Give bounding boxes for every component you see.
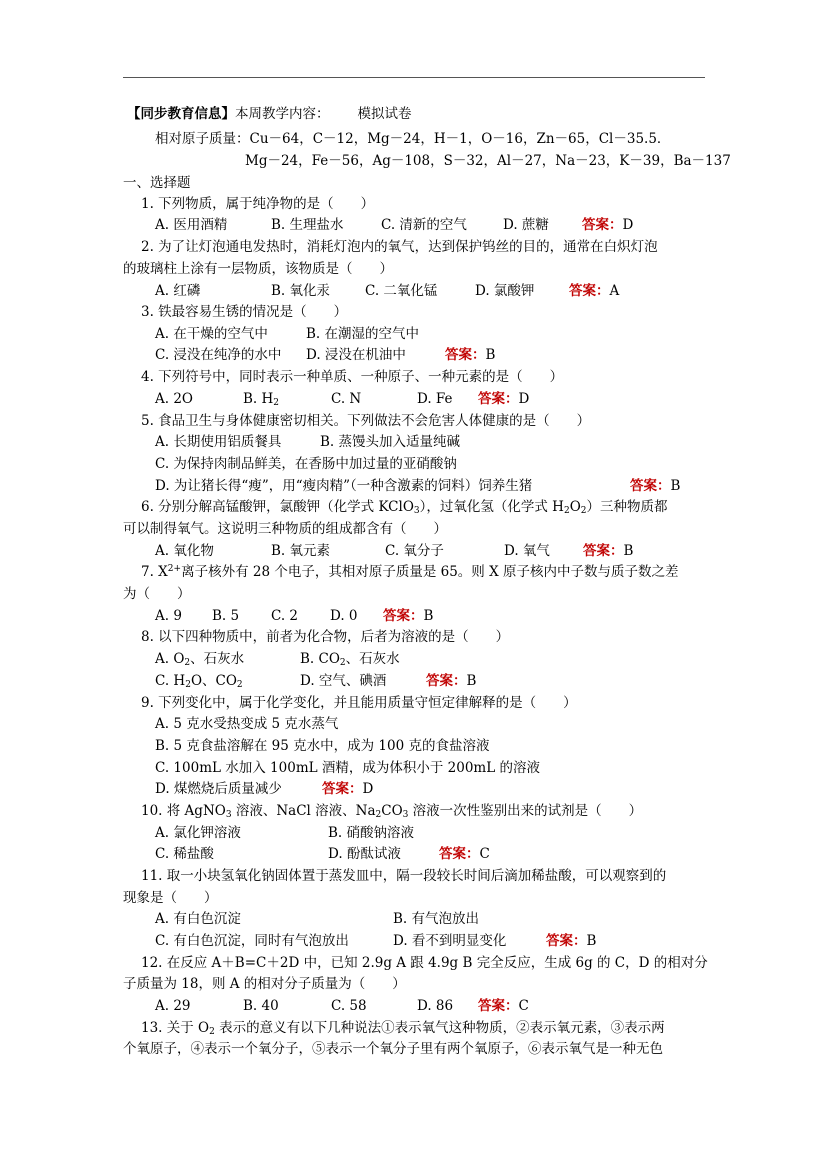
q12-option-c: C. 58 [331, 998, 367, 1014]
q3-options-row1 [155, 325, 705, 343]
q5-stem: 5. 食品卫生与身体健康密切相关。下列做法不会危害人体健康的是（ ） [141, 413, 591, 429]
q4-options [155, 390, 705, 408]
q7-option-c: C. 2 [271, 608, 299, 624]
q10-option-c: C. 稀盐酸 [155, 846, 214, 862]
q2-option-d: D. 氯酸钾 [475, 283, 535, 299]
q10-stem: 10. 将 AgNO$_3$ 溶液、NaCl 溶液、$Na_2CO_3$ 溶液一次性鉴别出来的试剂是（ ） [141, 803, 643, 820]
q4-option-d: D. Fe [417, 391, 453, 407]
q12-options [155, 997, 705, 1015]
q3-option-c: C. 浸没在纯净的水中 [155, 347, 282, 363]
q11-option-a: A. 有白色沉淀 [155, 911, 241, 927]
brand-label: 【同步教育信息】 [127, 106, 235, 122]
q1-option-c: C. 清新的空气 [381, 217, 467, 233]
q12-option-d: D. 86 [417, 998, 454, 1014]
q6-answer: 答案：B [583, 543, 634, 559]
q3-option-a: A. 在干燥的空气中 [155, 326, 268, 342]
q8-option-b: B. $CO_2$、石灰水 [300, 651, 400, 668]
q7-option-b: B. 5 [212, 608, 240, 624]
q9-option-d: D. 煤燃烧后质量减少 [155, 781, 282, 797]
header-line [127, 105, 412, 123]
q8-stem: 8. 以下四种物质中，前者为化合物，后者为溶液的是（ ） [141, 629, 510, 645]
q12-stem-1: 12. 在反应 A＋B=C＋2D 中，已知 2.9g A 跟 4.9g B 完全反应，生成 6g 的 C，D 的相对分 [141, 955, 708, 971]
q11-answer: 答案：B [546, 933, 597, 949]
q9-answer: 答案：D [322, 781, 374, 797]
q5-options-row3 [155, 477, 705, 495]
q3-option-d: D. 浸没在机油中 [306, 347, 406, 363]
q5-option-b: B. 蒸馒头加入适量纯碱 [320, 434, 461, 450]
q1-option-a: A. 医用酒精 [155, 217, 228, 233]
q11-stem-2: 现象是（ ） [123, 890, 218, 906]
q11-options-row1 [155, 910, 705, 928]
q2-option-c: C. 二氧化锰 [365, 283, 438, 299]
q5-answer: 答案：B [630, 478, 681, 494]
q4-option-c: C. N [331, 391, 362, 407]
q7-answer: 答案：B [383, 608, 434, 624]
q2-answer: 答案：A [569, 283, 620, 299]
q8-options-row1 [155, 650, 705, 668]
content-value: 模拟试卷 [357, 106, 412, 122]
q9-options-row4 [155, 780, 705, 798]
q6-option-a: A. 氧化物 [155, 543, 214, 559]
q8-answer: 答案：B [426, 673, 477, 689]
q7-option-d: D. 0 [330, 608, 358, 624]
q5-option-d: D. 为让猪长得“瘦”，用“瘦肉精”（一种含激素的饲料）饲养生猪 [155, 478, 533, 494]
q1-answer: 答案：D [582, 217, 634, 233]
q8-option-d: D. 空气、碘酒 [300, 673, 387, 689]
q5-options-row1 [155, 433, 705, 451]
q5-option-a: A. 长期使用铝质餐具 [155, 434, 282, 450]
q10-option-b: B. 硝酸钠溶液 [328, 825, 415, 841]
q1-option-b: B. 生理盐水 [271, 217, 344, 233]
q10-options-row1 [155, 824, 705, 842]
q1-option-d: D. 蔗糖 [503, 217, 549, 233]
q4-answer: 答案：D [478, 391, 530, 407]
q8-option-a: A. $O_2$、石灰水 [155, 651, 245, 668]
q6-stem-2: 可以制得氧气。这说明三种物质的组成都含有（ ） [123, 521, 447, 537]
q7-stem-2: 为（ ） [123, 586, 191, 602]
q6-options [155, 542, 705, 560]
q4-stem: 4. 下列符号中，同时表示一种单质、一种原子、一种元素的是（ ） [141, 369, 564, 385]
q12-answer: 答案：C [478, 998, 529, 1014]
q11-stem-1: 11. 取一小块氢氧化钠固体置于蒸发皿中，隔一段较长时间后滴加稀盐酸，可以观察到的 [141, 868, 667, 884]
q7-options [155, 607, 705, 625]
q3-options-row2 [155, 346, 705, 364]
q8-options-row2 [155, 672, 705, 690]
atomic-masses-line1: 相对原子质量：Cu－64，C－12，Mg－24，H－1，O－16，Zn－65，Cl－35.5． [155, 131, 671, 147]
header-rule [123, 77, 705, 78]
q7-option-a: A. 9 [155, 608, 182, 624]
q3-answer: 答案：B [445, 347, 496, 363]
q10-option-d: D. 酚酞试液 [328, 846, 401, 862]
q12-stem-2: 子质量为 18，则 A 的相对分子质量为（ ） [123, 976, 406, 992]
q7-stem-1: 7. $X^{2+}$离子核外有 28 个电子，其相对原子质量是 65。则 X 原子核内中子数与质子数之差 [141, 564, 679, 580]
q5-option-c: C. 为保持肉制品鲜美，在香肠中加过量的亚硝酸钠 [155, 456, 457, 472]
q2-option-b: B. 氧化汞 [271, 283, 331, 299]
q9-option-a: A. 5 克水受热变成 5 克水蒸气 [155, 716, 339, 732]
q9-option-c: C. 100mL 水加入 100mL 酒精，成为体积小于 200mL 的溶液 [155, 760, 540, 776]
q11-option-c: C. 有白色沉淀，同时有气泡放出 [155, 933, 349, 949]
q2-option-a: A. 红磷 [155, 283, 201, 299]
q10-options-row2 [155, 845, 705, 863]
q11-option-b: B. 有气泡放出 [393, 911, 480, 927]
q6-option-c: C. 氧分子 [385, 543, 444, 559]
q6-option-b: B. 氧元素 [271, 543, 331, 559]
q13-stem-2: 个氧原子，④表示一个氧分子，⑤表示一个氧分子里有两个氧原子，⑥表示氧气是一种无色 [123, 1041, 663, 1057]
content-label: 本周教学内容： [235, 106, 330, 122]
q10-option-a: A. 氯化钾溶液 [155, 825, 241, 841]
q6-option-d: D. 氧气 [504, 543, 550, 559]
q9-stem: 9. 下列变化中，属于化学变化，并且能用质量守恒定律解释的是（ ） [141, 695, 577, 711]
q3-stem: 3. 铁最容易生锈的情况是（ ） [141, 304, 348, 320]
atomic-masses-line2: Mg－24，Fe－56，Ag－108，S－32，Al－27，Na－23，K－39，Ba－137 [245, 153, 731, 169]
q1-stem: 1. 下列物质，属于纯净物的是（ ） [141, 196, 375, 212]
q4-option-a: A. 2O [155, 391, 193, 407]
q3-option-b: B. 在潮湿的空气中 [306, 326, 420, 342]
q2-stem-2: 的玻璃柱上涂有一层物质，该物质是（ ） [123, 261, 393, 277]
section-title: 一、选择题 [123, 175, 191, 191]
q6-stem-1: 6. 分别分解高锰酸钾，氯酸钾（化学式 KClO$_3$），过氧化氢（化学式 $H_2O_2$）三种物质都 [141, 499, 668, 516]
q9-option-b: B. 5 克食盐溶解在 95 克水中，成为 100 克的食盐溶液 [155, 738, 490, 754]
q13-stem-1: 13. 关于 $O_2$ 表示的意义有以下几种说法①表示氧气这种物质，②表示氧元素，③表示两 [141, 1020, 665, 1037]
q8-option-c: C. $H_2O$、$CO_2$ [155, 673, 243, 690]
q11-option-d: D. 看不到明显变化 [393, 933, 507, 949]
q2-stem-1: 2. 为了让灯泡通电发热时，消耗灯泡内的氧气，达到保护钨丝的目的，通常在白炽灯泡 [141, 239, 658, 255]
q4-option-b: B. $H_2$ [243, 391, 280, 408]
q12-option-a: A. 29 [155, 998, 191, 1014]
q11-options-row2 [155, 932, 705, 950]
q1-options [155, 216, 705, 234]
q10-answer: 答案：C [439, 846, 490, 862]
q12-option-b: B. 40 [243, 998, 279, 1014]
q2-options [155, 282, 705, 300]
